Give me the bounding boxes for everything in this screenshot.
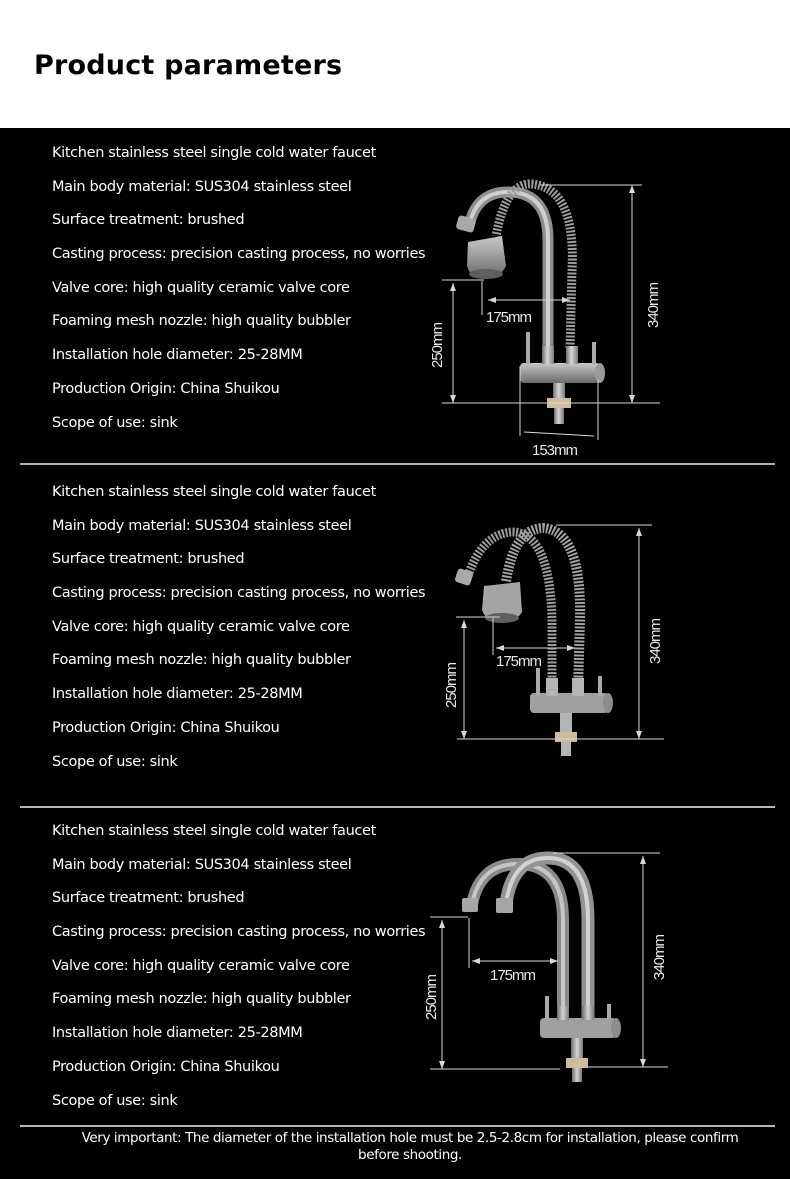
spec-item: Kitchen stainless steel single cold water faucet bbox=[52, 484, 376, 500]
spec-item: Main body material: SUS304 stainless steel bbox=[52, 517, 352, 534]
section-divider bbox=[20, 806, 775, 808]
spec-item: Installation hole diameter: 25-28MM bbox=[52, 1025, 303, 1042]
faucet-body bbox=[530, 693, 608, 713]
handle-left bbox=[545, 996, 549, 1020]
spec-item: Kitchen stainless steel single cold water faucet bbox=[52, 145, 376, 161]
spec-item: Scope of use: sink bbox=[52, 753, 178, 770]
spec-list bbox=[52, 137, 425, 440]
dim-base-width: 153mm bbox=[532, 442, 578, 459]
spec-item: Valve core: high quality ceramic valve core bbox=[52, 279, 350, 296]
section-divider bbox=[20, 463, 775, 465]
product-section-1 bbox=[0, 137, 790, 464]
spec-item: Kitchen stainless steel single cold water faucet bbox=[52, 823, 376, 839]
dim-reach: 175mm bbox=[486, 309, 532, 326]
spec-list bbox=[52, 815, 425, 1118]
spec-item: Surface treatment: brushed bbox=[52, 212, 245, 229]
spec-item: Production Origin: China Shuikou bbox=[52, 1058, 280, 1075]
spec-item: Foaming mesh nozzle: high quality bubbler bbox=[52, 313, 351, 330]
dim-spout-height: 250mm bbox=[423, 974, 440, 1020]
gooseneck-right bbox=[506, 858, 588, 1018]
spec-item: Scope of use: sink bbox=[52, 414, 178, 431]
spec-item: Valve core: high quality ceramic valve core bbox=[52, 957, 350, 974]
spec-item: Surface treatment: brushed bbox=[52, 890, 245, 907]
spec-item: Surface treatment: brushed bbox=[52, 551, 245, 568]
dim-spout-height: 250mm bbox=[443, 662, 460, 708]
spec-item: Production Origin: China Shuikou bbox=[52, 380, 280, 397]
handle-right bbox=[592, 342, 596, 364]
spec-item: Installation hole diameter: 25-28MM bbox=[52, 686, 303, 703]
dim-spout-height: 250mm bbox=[429, 322, 446, 368]
handle-left bbox=[536, 668, 540, 696]
spec-item: Foaming mesh nozzle: high quality bubbler bbox=[52, 652, 351, 669]
spec-item: Valve core: high quality ceramic valve core bbox=[52, 618, 350, 635]
spec-list bbox=[52, 476, 425, 779]
dim-reach: 175mm bbox=[496, 653, 542, 670]
handle-right bbox=[607, 1004, 611, 1020]
page-title: Product parameters bbox=[34, 50, 343, 81]
installation-note: Very important: The diameter of the installation hole must be 2.5-2.8cm for installation, please confirm before shooting. bbox=[81, 1130, 739, 1163]
handle-left bbox=[526, 332, 530, 364]
gooseneck-left bbox=[472, 864, 563, 1018]
product-section-2 bbox=[0, 476, 790, 806]
faucet-body bbox=[520, 363, 600, 383]
faucet-body bbox=[540, 1018, 616, 1038]
spec-item: Foaming mesh nozzle: high quality bubbler bbox=[52, 991, 351, 1008]
section-divider bbox=[20, 1125, 775, 1127]
dim-total-height: 340mm bbox=[647, 618, 664, 664]
dim-total-height: 340mm bbox=[645, 282, 662, 328]
dim-total-height: 340mm bbox=[651, 934, 668, 980]
page-header bbox=[0, 0, 790, 128]
spec-item: Scope of use: sink bbox=[52, 1092, 178, 1109]
spec-item: Main body material: SUS304 stainless steel bbox=[52, 856, 352, 873]
spec-item: Production Origin: China Shuikou bbox=[52, 719, 280, 736]
faucet-diagram-3 bbox=[410, 840, 690, 1100]
dim-reach: 175mm bbox=[490, 967, 536, 984]
faucet-diagram-2 bbox=[420, 510, 680, 760]
spec-item: Casting process: precision casting process, no worries bbox=[52, 924, 426, 941]
product-section-3 bbox=[0, 815, 790, 1125]
handle-right bbox=[598, 676, 602, 696]
spec-item: Casting process: precision casting process, no worries bbox=[52, 246, 426, 263]
faucet-diagram-1 bbox=[420, 170, 680, 460]
spec-item: Casting process: precision casting process, no worries bbox=[52, 585, 426, 602]
spec-item: Main body material: SUS304 stainless steel bbox=[52, 178, 352, 195]
spec-item: Installation hole diameter: 25-28MM bbox=[52, 347, 303, 364]
